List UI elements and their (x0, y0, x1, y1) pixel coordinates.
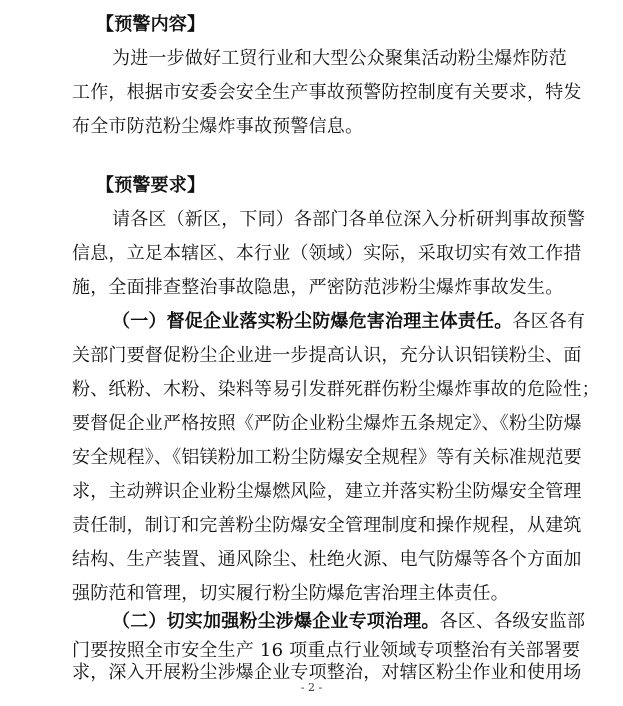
paragraph-line: 为进一步做好工贸行业和大型公众聚集活动粉尘爆炸防范 (112, 48, 567, 69)
paragraph-line: 粉、纸粉、木粉、染料等易引发群死群伤粉尘爆炸事故的危险性； (72, 379, 600, 400)
item-2-text: 各区、各级安监部 (439, 611, 586, 632)
paragraph-line: 工作，根据市安委会安全生产事故预警防控制度有关要求，特发 (72, 82, 582, 103)
paragraph-line: 要督促企业严格按照《严防企业粉尘爆炸五条规定》、《粉尘防爆 (72, 413, 582, 434)
item-1-title: （一）督促企业落实粉尘防爆危害治理主体责任。 (112, 311, 513, 332)
paragraph-line: 施，全面排查整治事故隐患，严密防范涉粉尘爆炸事故发生。 (72, 277, 564, 298)
paragraph-line: 门要按照全市安全生产 16 项重点行业领域专项整治有关部署要 (72, 640, 581, 661)
paragraph-line: 安全规程》、《铝镁粉加工粉尘防爆安全规程》等有关标准规范要 (72, 447, 582, 468)
item-1-first-line (112, 311, 586, 333)
paragraph-line: 责任制，制订和完善粉尘防爆安全管理制度和操作规程，从建筑 (72, 515, 582, 536)
paragraph-line: 信息，立足本辖区、本行业（领域）实际，采取切实有效工作措 (72, 243, 582, 264)
section-heading-warning-requirements: 【预警要求】 (96, 175, 206, 196)
item-2-first-line (112, 611, 586, 633)
paragraph-line: 求，主动辨识企业粉尘爆燃风险，建立并落实粉尘防爆安全管理 (72, 481, 582, 502)
page-number: - 2 - (300, 681, 323, 694)
paragraph-line: 强防范和管理，切实履行粉尘防爆危害治理主体责任。 (72, 583, 509, 604)
item-1-text: 各区各有 (512, 311, 586, 332)
paragraph-line: 求，深入开展粉尘涉爆企业专项整治，对辖区粉尘作业和使用场 (72, 662, 582, 683)
item-2-title: （二）切实加强粉尘涉爆企业专项治理。 (112, 611, 440, 632)
paragraph-line: 结构、生产装置、通风除尘、杜绝火源、电气防爆等各个方面加 (72, 549, 582, 570)
paragraph-line: 请各区（新区，下同）各部门各单位深入分析研判事故预警 (112, 209, 586, 230)
section-heading-warning-content: 【预警内容】 (96, 14, 206, 35)
paragraph-line: 布全市防范粉尘爆炸事故预警信息。 (72, 116, 364, 137)
paragraph-line: 关部门要督促粉尘企业进一步提高认识，充分认识铝镁粉尘、面 (72, 345, 582, 366)
